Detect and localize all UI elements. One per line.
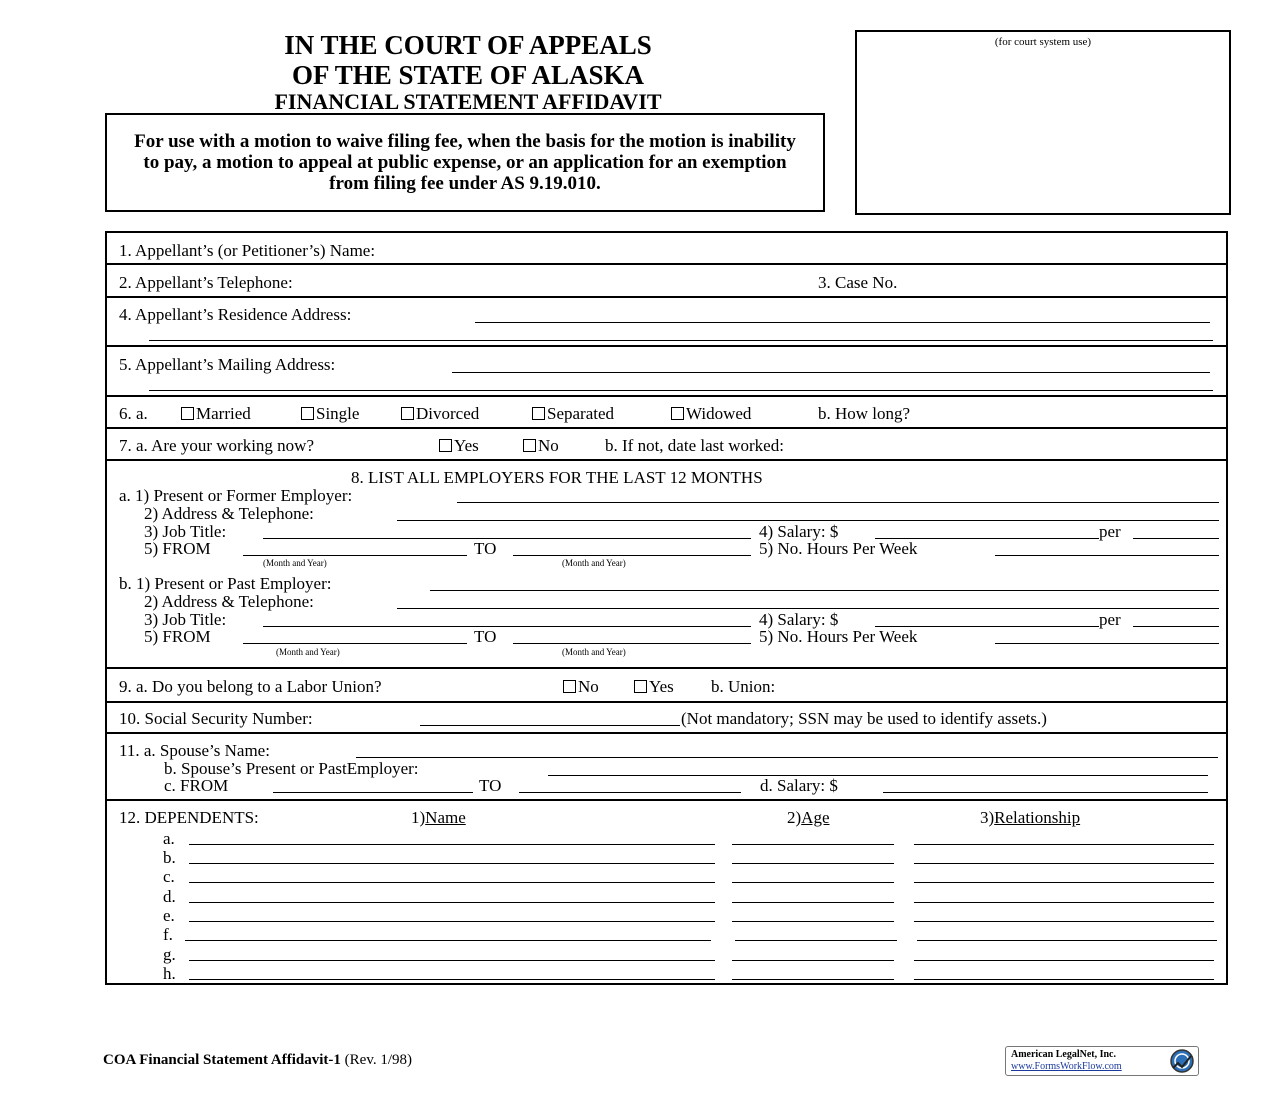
dependent-row-label: c.	[163, 867, 175, 886]
dependent-name-field[interactable]	[189, 863, 715, 864]
date-last-worked-label: b. If not, date last worked:	[605, 436, 784, 455]
checkbox-icon	[532, 407, 545, 420]
checkbox-icon	[401, 407, 414, 420]
dependent-name-field[interactable]	[189, 979, 715, 980]
checkbox-icon	[301, 407, 314, 420]
logo-url-link[interactable]: www.FormsWorkFlow.com	[1011, 1061, 1122, 1072]
footer-form-title: COA Financial Statement Affidavit-1	[103, 1052, 341, 1068]
employer-a-field[interactable]	[457, 502, 1219, 503]
month-year-hint: (Month and Year)	[562, 647, 626, 657]
employer-a-salary-label: 4) Salary: $	[759, 522, 839, 541]
dependent-name-field[interactable]	[189, 902, 715, 903]
dependent-row-label: e.	[163, 906, 175, 925]
dependent-row-label: g.	[163, 945, 176, 964]
dependent-name-field[interactable]	[189, 921, 715, 922]
ssn-label: 10. Social Security Number:	[119, 709, 313, 728]
checkbox-icon	[563, 680, 576, 693]
employer-b-job-title-label: 3) Job Title:	[144, 610, 227, 629]
month-year-hint: (Month and Year)	[263, 558, 327, 568]
usage-note-box	[105, 113, 825, 212]
row-divider	[107, 459, 1226, 461]
spouse-from-label: c. FROM	[164, 776, 229, 795]
case-number-label: 3. Case No.	[818, 273, 898, 292]
dependent-relationship-field[interactable]	[914, 902, 1214, 903]
checkbox-union-yes[interactable]: Yes	[634, 677, 674, 697]
dependent-age-field[interactable]	[735, 940, 897, 941]
employer-a-job-title-label: 3) Job Title:	[144, 522, 227, 541]
spouse-to-label: TO	[479, 776, 502, 795]
checkbox-working-no[interactable]: No	[523, 436, 559, 456]
employer-b-address-field[interactable]	[397, 608, 1219, 609]
month-year-hint: (Month and Year)	[562, 558, 626, 568]
employer-b-hours-field[interactable]	[995, 643, 1219, 644]
spouse-employer-field[interactable]	[548, 775, 1208, 776]
employer-a-address-field[interactable]	[397, 520, 1219, 521]
dependent-relationship-field[interactable]	[914, 863, 1214, 864]
checkbox-icon	[523, 439, 536, 452]
checkbox-union-no[interactable]: No	[563, 677, 599, 697]
dependent-age-field[interactable]	[732, 882, 894, 883]
employer-b-field[interactable]	[430, 590, 1219, 591]
mailing-address-label: 5. Appellant’s Mailing Address:	[119, 355, 336, 374]
employer-a-per-field[interactable]	[1133, 538, 1219, 539]
checkbox-separated[interactable]: Separated	[532, 404, 614, 424]
spouse-name-field[interactable]	[356, 757, 1218, 758]
employer-b-salary-label: 4) Salary: $	[759, 610, 839, 629]
checkbox-married[interactable]: Married	[181, 404, 251, 424]
checkbox-single[interactable]: Single	[301, 404, 359, 424]
footer-revision: (Rev. 1/98)	[344, 1052, 413, 1068]
how-long-label: b. How long?	[818, 404, 911, 423]
legalnet-logo[interactable]	[1005, 1046, 1199, 1076]
employer-b-per-label: per	[1099, 610, 1121, 629]
employer-a-per-label: per	[1099, 522, 1121, 541]
employers-heading: 8. LIST ALL EMPLOYERS FOR THE LAST 12 MONTHS	[351, 468, 763, 487]
employer-b-to-label: TO	[474, 627, 497, 646]
employer-b-label: b. 1) Present or Past Employer:	[119, 574, 332, 593]
dependent-row-label: d.	[163, 887, 176, 906]
union-name-label: b. Union:	[711, 677, 776, 696]
row-divider	[107, 732, 1226, 734]
court-title: IN THE COURT OF APPEALS	[284, 30, 652, 60]
spouse-salary-field[interactable]	[883, 792, 1208, 793]
dependent-age-field[interactable]	[732, 863, 894, 864]
ssn-field[interactable]	[420, 725, 680, 726]
globe-icon	[1169, 1048, 1195, 1074]
dependent-relationship-field[interactable]	[914, 979, 1214, 980]
row-divider	[107, 395, 1226, 397]
spouse-employer-label: b. Spouse’s Present or PastEmployer:	[164, 759, 419, 778]
working-now-label: 7. a. Are your working now?	[119, 436, 314, 455]
residence-address-label: 4. Appellant’s Residence Address:	[119, 305, 352, 324]
labor-union-label: 9. a. Do you belong to a Labor Union?	[119, 677, 382, 696]
employer-b-to-field[interactable]	[513, 643, 751, 644]
dependent-row-label: f.	[163, 925, 173, 944]
dependent-relationship-field[interactable]	[914, 844, 1214, 845]
dependents-label: 12. DEPENDENTS:	[119, 808, 259, 827]
row-divider	[107, 427, 1226, 429]
row-divider	[107, 296, 1226, 298]
checkbox-divorced[interactable]: Divorced	[401, 404, 479, 424]
spouse-to-field[interactable]	[519, 792, 741, 793]
row-divider	[107, 345, 1226, 347]
employer-a-from-field[interactable]	[243, 555, 467, 556]
form-title: FINANCIAL STATEMENT AFFIDAVIT	[274, 89, 662, 114]
dependent-row-label: h.	[163, 964, 176, 983]
usage-note-text: For use with a motion to waive filing fee, when the basis for the motion is inability to pay, a motion to appeal at public expense, or an application for an exemption from filing fee under AS 9.19.010.	[134, 131, 796, 194]
form-table	[105, 231, 1228, 985]
row-divider	[107, 667, 1226, 669]
ssn-note: (Not mandatory; SSN may be used to identify assets.)	[681, 709, 1047, 728]
residence-address-field-2[interactable]	[149, 340, 1213, 341]
court-use-label: (for court system use)	[994, 36, 1092, 48]
dependents-name-header: 1)Name	[411, 808, 466, 827]
court-use-box	[855, 30, 1231, 215]
mailing-address-field[interactable]	[452, 372, 1210, 373]
dependent-name-field[interactable]	[189, 844, 715, 845]
dependent-row-label: b.	[163, 848, 176, 867]
spouse-from-field[interactable]	[273, 792, 473, 793]
dependent-name-field[interactable]	[185, 940, 711, 941]
dependent-age-field[interactable]	[732, 902, 894, 903]
dependent-relationship-field[interactable]	[914, 960, 1214, 961]
employer-b-address-label: 2) Address & Telephone:	[144, 592, 314, 611]
row-divider	[107, 799, 1226, 801]
checkbox-working-yes[interactable]: Yes	[439, 436, 479, 456]
employer-b-per-field[interactable]	[1133, 626, 1219, 627]
checkbox-icon	[634, 680, 647, 693]
dependent-row-label: a.	[163, 829, 175, 848]
dependent-relationship-field[interactable]	[914, 882, 1214, 883]
employer-a-to-field[interactable]	[513, 555, 751, 556]
dependents-age-header: 2)Age	[787, 808, 830, 827]
dependent-relationship-field[interactable]	[914, 921, 1214, 922]
residence-address-field[interactable]	[475, 322, 1210, 323]
dependent-age-field[interactable]	[732, 960, 894, 961]
employer-a-hours-field[interactable]	[995, 555, 1219, 556]
checkbox-icon	[439, 439, 452, 452]
employer-b-hours-label: 5) No. Hours Per Week	[759, 627, 918, 646]
spouse-salary-label: d. Salary: $	[760, 776, 838, 795]
employer-b-from-field[interactable]	[243, 643, 467, 644]
dependent-age-field[interactable]	[732, 979, 894, 980]
state-title: OF THE STATE OF ALASKA	[291, 60, 645, 90]
dependent-age-field[interactable]	[732, 844, 894, 845]
dependent-relationship-field[interactable]	[917, 940, 1217, 941]
checkbox-icon	[671, 407, 684, 420]
dependent-age-field[interactable]	[732, 921, 894, 922]
row-divider	[107, 263, 1226, 265]
employer-a-hours-label: 5) No. Hours Per Week	[759, 539, 918, 558]
employer-a-to-label: TO	[474, 539, 497, 558]
month-year-hint: (Month and Year)	[276, 647, 340, 657]
row-divider	[107, 701, 1226, 703]
dependent-name-field[interactable]	[189, 960, 715, 961]
form-footer	[103, 1052, 412, 1069]
logo-company-name: American LegalNet, Inc.	[1011, 1049, 1116, 1060]
marital-status-label: 6. a.	[119, 404, 148, 423]
employer-a-from-label: 5) FROM	[144, 539, 211, 558]
employer-b-job-title-field[interactable]	[263, 626, 751, 627]
dependents-relationship-header: 3)Relationship	[980, 808, 1081, 827]
employer-b-from-label: 5) FROM	[144, 627, 211, 646]
appellant-name-label: 1. Appellant’s (or Petitioner’s) Name:	[119, 241, 376, 260]
spouse-name-label: 11. a. Spouse’s Name:	[119, 741, 270, 760]
dependent-name-field[interactable]	[189, 882, 715, 883]
mailing-address-field-2[interactable]	[149, 390, 1213, 391]
employer-a-label: a. 1) Present or Former Employer:	[119, 486, 353, 505]
employer-a-address-label: 2) Address & Telephone:	[144, 504, 314, 523]
employer-a-job-title-field[interactable]	[263, 538, 751, 539]
checkbox-widowed[interactable]: Widowed	[671, 404, 751, 424]
checkbox-icon	[181, 407, 194, 420]
appellant-telephone-label: 2. Appellant’s Telephone:	[119, 273, 293, 292]
